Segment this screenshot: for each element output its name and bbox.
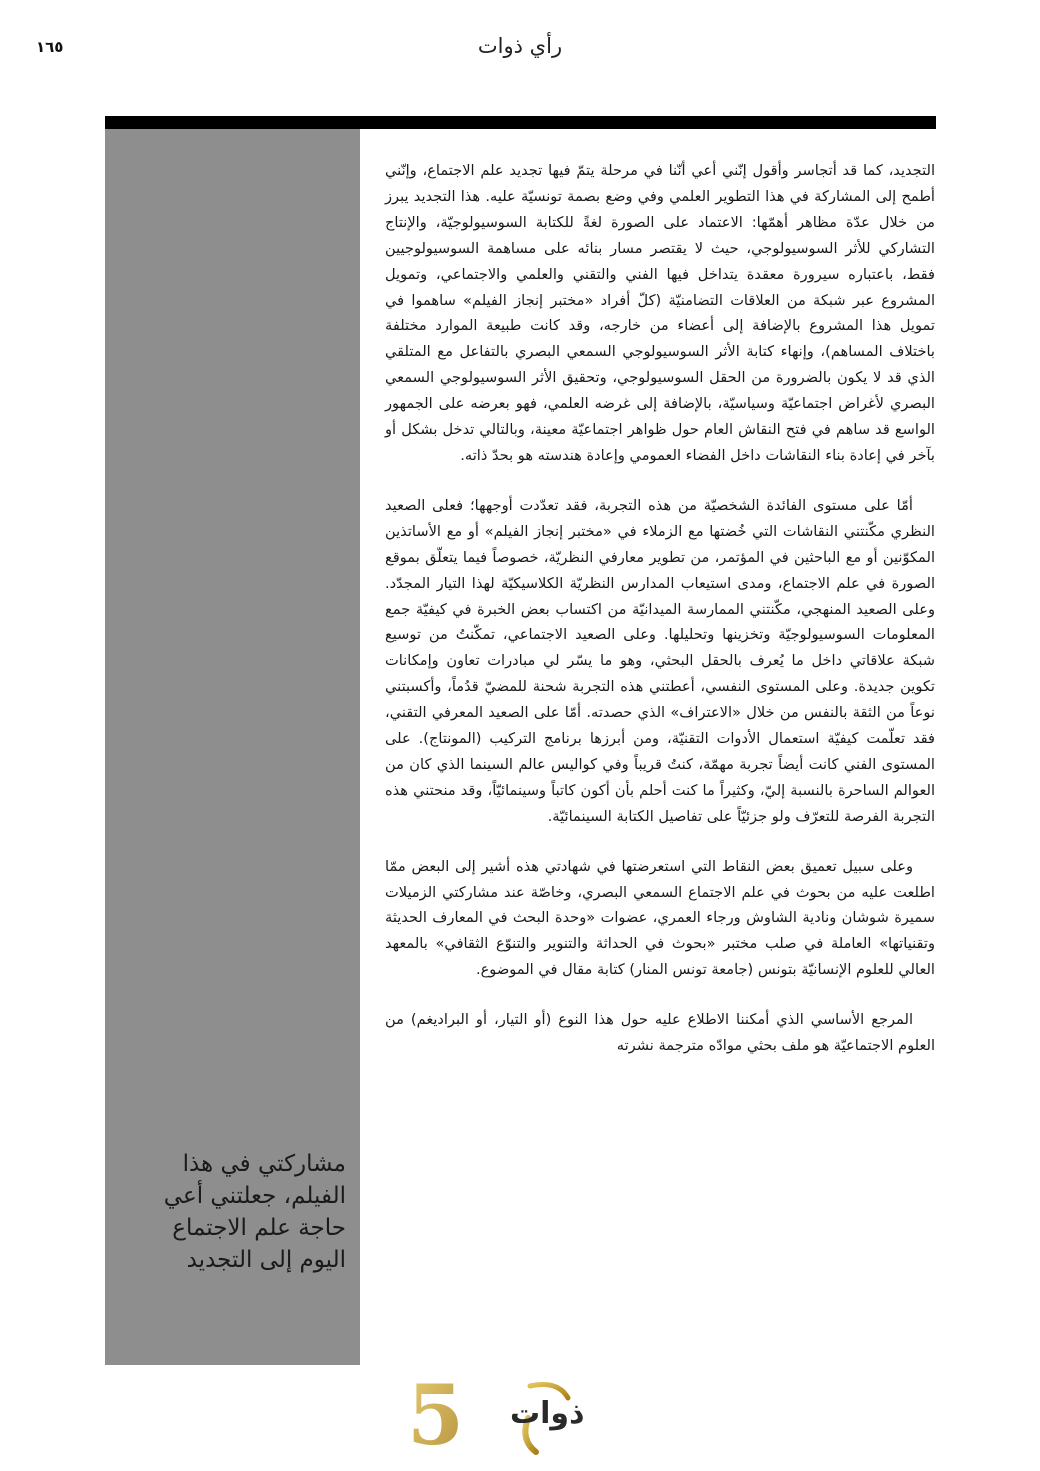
paragraph-4: المرجع الأساسي الذي أمكننا الاطلاع عليه حول هذا النوع (أو التيار، أو البراديغم) من العلوم الاجتماعيّة هو ملف بحثي موادّه مترجمة نشرته	[385, 1011, 935, 1055]
logo	[406, 1368, 615, 1464]
paragraph-2: أمّا على مستوى الفائدة الشخصيّة من هذه التجربة، فقد تعدّدت أوجهها؛ فعلى الصعيد النظري مكّنتني النقاشات التي خُضتها مع الزملاء في «مختبر إنجاز الفيلم» أو مع الأساتذين المكوّنين أو مع الباحثين في المؤتمر، من تطوير معارفي النظريّة، خصوصاً فيما يتعلّق بموقع الصورة في علم الاجتماع، ومدى استيعاب المدارس النظريّة الكلاسيكيّة لهذا التيار المجدّد. وعلى الصعيد المنهجي، مكّنتني الممارسة الميدانيّة من اكتساب بعض الخبرة في كيفيّة جمع المعلومات السوسيولوجيّة وتخزينها وتحليلها. وعلى الصعيد الاجتماعي، تمكّنتُ من توسيع شبكة علاقاتي داخل ما يُعرف بالحقل البحثي، وهو ما يسّر لي مبادرات تعاون وإمكانات تكوين جديدة. وعلى المستوى النفسي، أعطتني هذه التجربة شحنة للمضيّ قدُماً، وأكسبتني نوعاً من الثقة بالنفس من خلال «الاعتراف» الذي حصدته. أمّا على الصعيد المعرفي التقني، فقد تعلّمت كيفيّة استعمال الأدوات التقنيّة، ومن أبرزها برنامج التركيب (المونتاج). على المستوى الفني كانت أيضاً تجربة مهمّة، كنتُ قريباً وفي كواليس عالم السينما الذي كان من العوالم الساحرة بالنسبة إليّ، وكثيراً ما كنت أحلم بأن أكون كاتباً وسينمائيّاً، وقد منحتني هذه التجربة الفرصة للتعرّف ولو جزئيّاً على تفاصيل الكتابة السينمائيّة.	[385, 496, 935, 825]
running-head: رأي ذوات	[477, 34, 563, 58]
pull-quote: مشاركتي في هذا الفيلم، جعلتني أعي حاجة علم الاجتماع اليوم إلى التجديد	[163, 1151, 346, 1273]
logo-word: ذوات	[510, 1396, 585, 1431]
top-rule	[105, 116, 936, 129]
logo-number: 5	[406, 1368, 464, 1464]
page-number: ١٦٥	[36, 38, 64, 56]
paragraph-1: التجديد، كما قد أتجاسر وأقول إنّني أعي أنّنا في مرحلة يتمّ فيها تجديد علم الاجتماع، وإنّني أطمح إلى المشاركة في هذا التطوير العلمي وفي وضع بصمة تونسيّة عليه. هذا التجديد يبرز من خلال عدّة مظاهر أهمّها: الاعتماد على الصورة لغةً للكتابة السوسيولوجيّة، والإنتاج التشاركي للأثر السوسيولوجي، حيث لا يقتصر مسار بنائه على مساهمة السوسيولوجيين فقط، باعتباره سيرورة معقدة يتداخل فيها الفني والتقني والعلمي والاجتماعي، وتمويل المشروع عبر شبكة من العلاقات التضامنيّة (كلّ أفراد «مختبر إنجاز الفيلم» ساهموا في تمويل هذا المشروع بالإضافة إلى أعضاء من خارجه، وقد كانت طبيعة الموارد مختلفة باختلاف المساهم)، وإنهاء كتابة الأثر السوسيولوجي السمعي البصري بالتفاعل مع المتلقي الذي قد لا يكون بالضرورة من الحقل السوسيولوجي، وتحقيق الأثر السوسيولوجي السمعي البصري لأغراض اجتماعيّة وسياسيّة، بالإضافة إلى غرضه العلمي، فهو بعرضه على الجمهور الواسع قد ساهم في فتح النقاش العام حول ظواهر اجتماعيّة معينة، وبالتالي تدخل بشكل أو بآخر في إعادة بناء النقاشات داخل الفضاء العمومي وإعادة هندسته هو بحدّ ذاته.	[385, 162, 935, 464]
article-body	[385, 158, 935, 1365]
paragraph-3: وعلى سبيل تعميق بعض النقاط التي استعرضتها في شهادتي هذه أشير إلى البعض ممّا اطلعت عليه من بحوث في علم الاجتماع السمعي البصري، وخاصّة عند مشاركتي الزميلات سميرة شوشان ونادية الشاوش ورجاء العمري، عضوات «وحدة البحث في المعارف الحديثة وتقنياتها» العاملة في صلب مختبر «بحوث في الحداثة والتنوير والتنوّع الثقافي» بالمعهد العالي للعلوم الإنسانيّة بتونس (جامعة تونس المنار) كتابة مقال في الموضوع.	[385, 857, 935, 979]
